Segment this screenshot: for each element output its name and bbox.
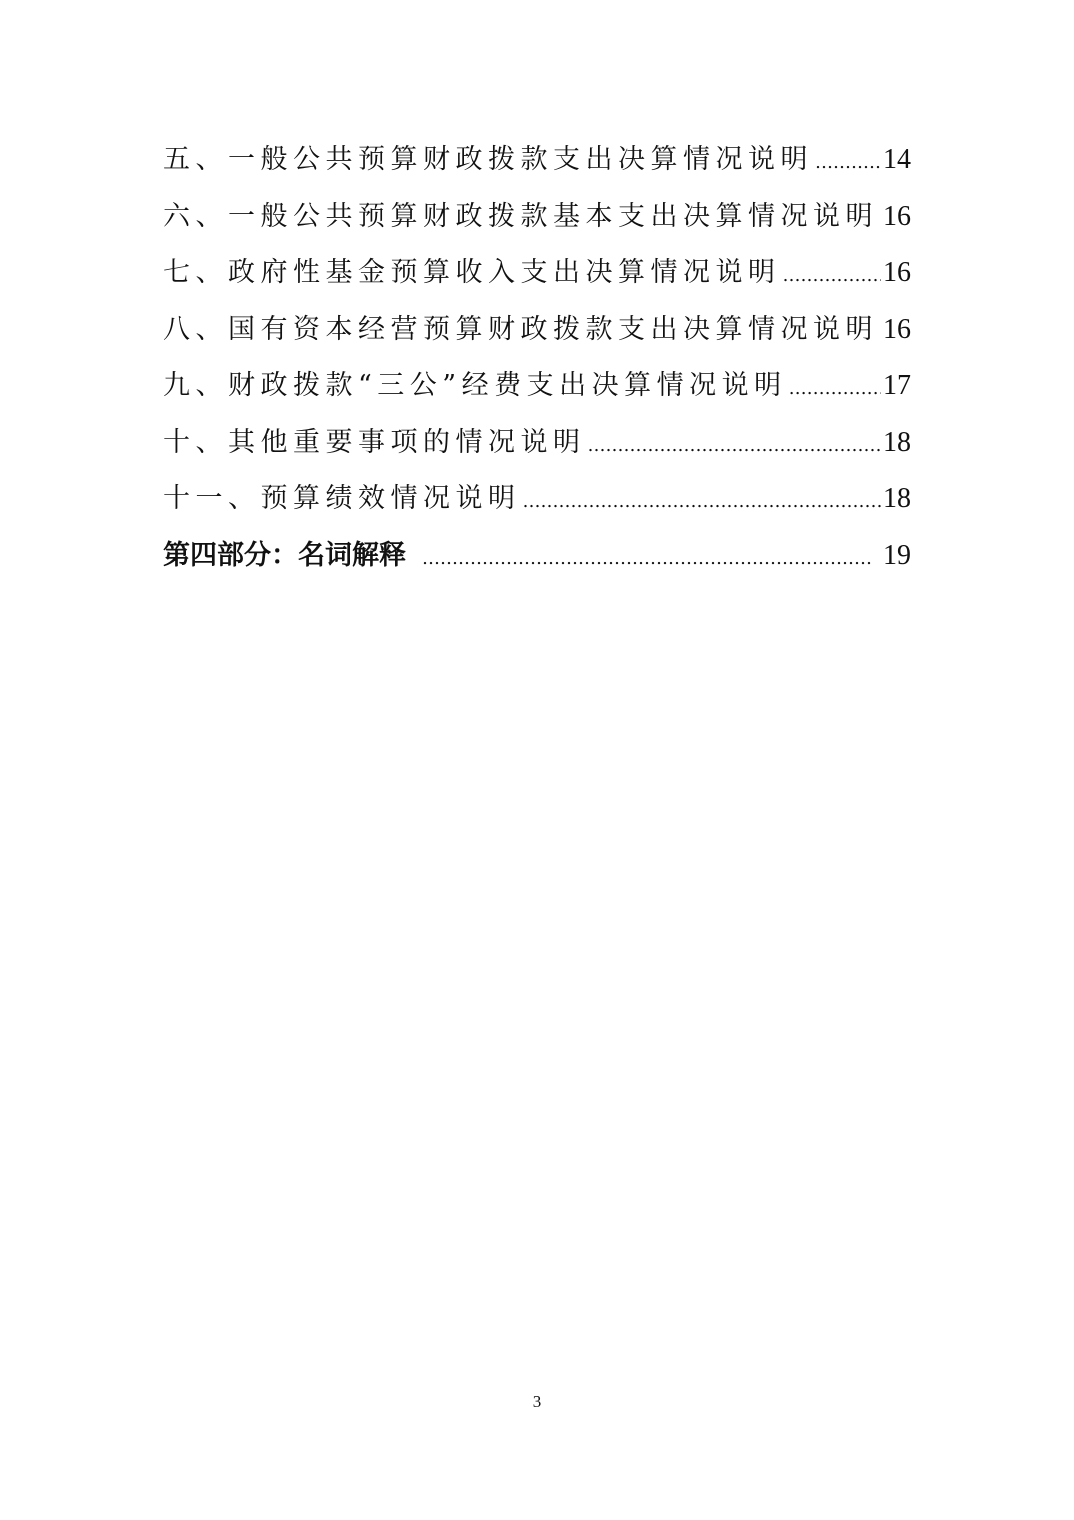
- toc-dot-leader: [880, 305, 881, 362]
- toc-entry-title: 十一、预算绩效情况说明: [163, 483, 521, 514]
- toc-dot-leader: [789, 361, 881, 418]
- toc-dot-leader: [588, 418, 882, 475]
- toc-entry-page: 17: [883, 370, 911, 401]
- toc-entry[interactable]: [163, 132, 911, 189]
- toc-section-entry[interactable]: [163, 528, 911, 585]
- toc-section-page: 19: [883, 539, 911, 571]
- toc-entry-page: 18: [883, 426, 911, 458]
- toc-entry-title: 八、国有资本经营预算财政拨款支出决算情况说明: [163, 313, 878, 345]
- toc-entry-title: 七、政府性基金预算收入支出决算情况说明: [163, 257, 781, 288]
- toc-section-title: 第四部分：名词解释: [163, 539, 406, 571]
- toc-entry[interactable]: [163, 471, 911, 528]
- toc-entry-page: 18: [883, 483, 911, 514]
- toc-entry-title: 九、财政拨款“三公”经费支出决算情况说明: [163, 370, 787, 401]
- toc-dot-leader: [783, 248, 882, 305]
- toc-dot-leader: [422, 531, 873, 588]
- toc-entry-title: 十、其他重要事项的情况说明: [163, 426, 586, 458]
- toc-entry-title: 六、一般公共预算财政拨款基本支出决算情况说明: [163, 200, 878, 232]
- toc-entry[interactable]: [163, 189, 911, 246]
- toc-entry[interactable]: [163, 415, 911, 472]
- toc-entry-page: 16: [883, 313, 911, 345]
- toc-entry[interactable]: [163, 302, 911, 359]
- toc-entry[interactable]: [163, 245, 911, 302]
- toc-entry[interactable]: [163, 358, 911, 415]
- toc-dot-leader: [880, 192, 881, 249]
- toc-dot-leader: [815, 135, 881, 192]
- toc-dot-leader: [523, 474, 882, 531]
- table-of-contents: [163, 132, 911, 584]
- page-number: 3: [532, 1392, 542, 1411]
- toc-entry-page: 16: [883, 257, 911, 288]
- toc-entry-page: 14: [883, 144, 911, 175]
- toc-entry-title: 五、一般公共预算财政拨款支出决算情况说明: [163, 144, 813, 175]
- toc-entry-page: 16: [883, 200, 911, 232]
